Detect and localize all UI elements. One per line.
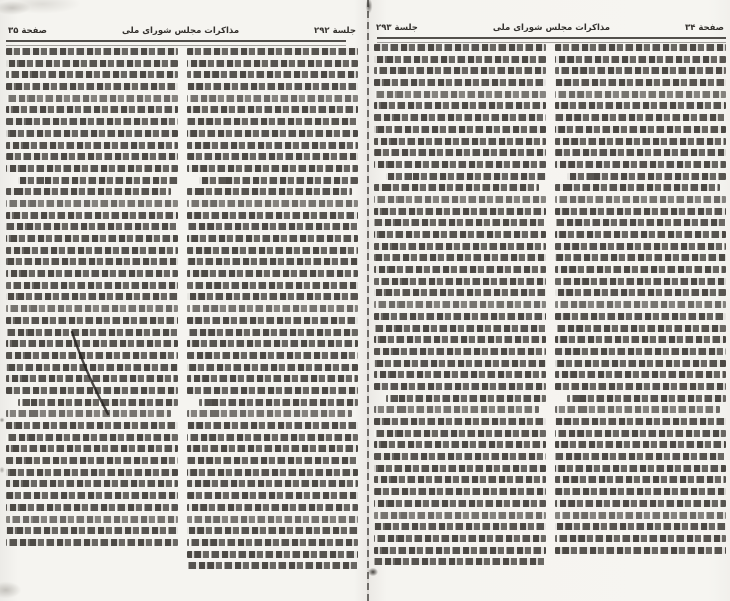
binding-fold-line — [367, 0, 369, 601]
text-block — [555, 44, 727, 554]
page-title: مذاکرات مجلس شورای ملی — [121, 26, 240, 36]
session-number: جلسة ۲۹۲ — [314, 26, 356, 36]
column-right — [555, 44, 727, 570]
page-left — [6, 0, 358, 601]
text-block — [6, 48, 178, 546]
page-number: صفحة ۳۵ — [8, 26, 47, 36]
text-block — [374, 44, 546, 565]
column-right — [187, 48, 359, 574]
text-columns — [6, 48, 358, 574]
page-title: مذاکرات مجلس شورای ملی — [492, 23, 611, 33]
page-header — [8, 26, 356, 36]
page-number: صفحة ۳۴ — [685, 23, 724, 33]
session-number: جلسة ۲۹۳ — [376, 23, 418, 33]
page-header — [376, 23, 724, 33]
header-rule — [6, 40, 346, 46]
page-right — [374, 0, 726, 601]
column-left — [374, 44, 546, 570]
header-rule — [377, 37, 726, 43]
column-left — [6, 48, 178, 574]
text-block — [187, 48, 359, 569]
text-columns — [374, 44, 726, 570]
